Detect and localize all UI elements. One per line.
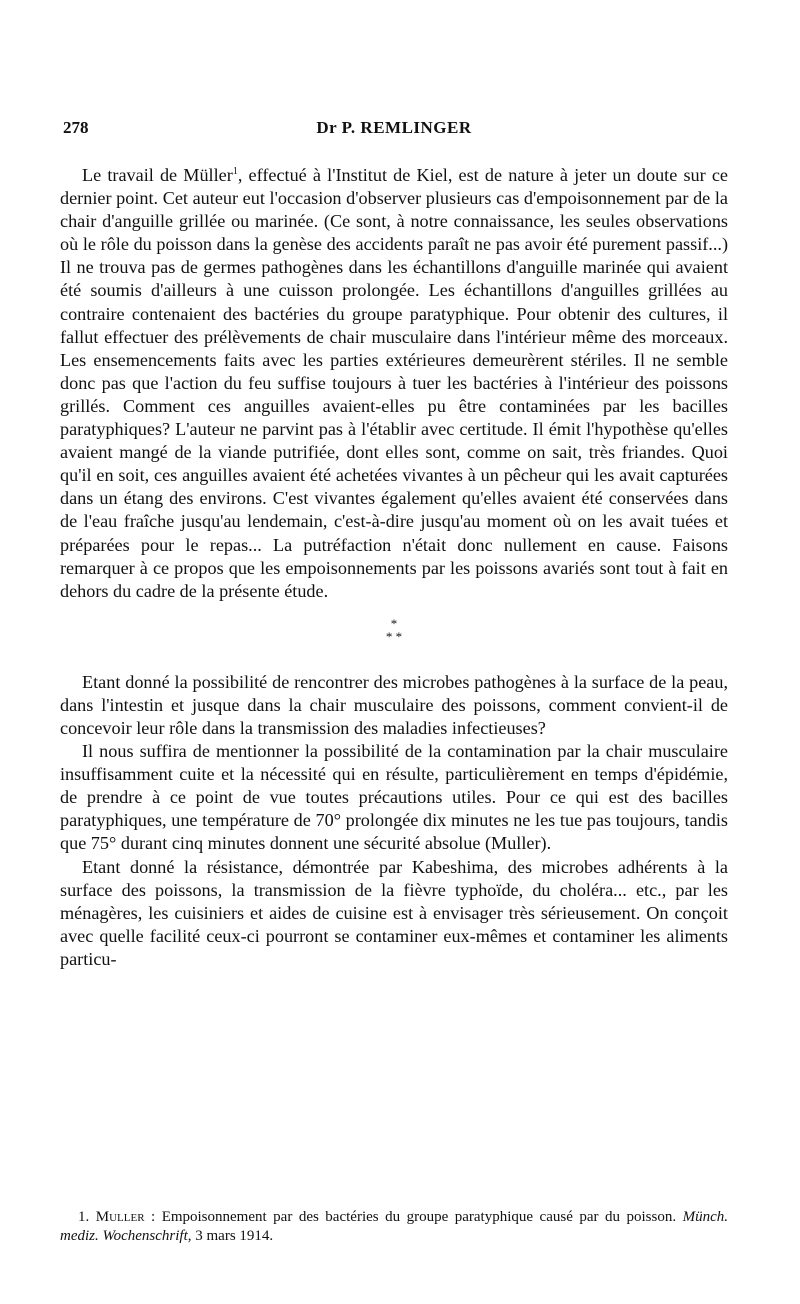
running-head: Dr P. REMLINGER bbox=[316, 118, 472, 137]
footnote-number: 1. bbox=[78, 1209, 90, 1225]
paragraph-1-rest: , effectué à l'Institut de Kiel, est de nature à jeter un doute sur ce dernier point. Cet auteur eut l'occasion d'observer plusieurs cas d'empoisonnement par de la chair d'anguille grillée ou marinée. (Ce sont, à notre connaissance, les seules observations où le rôle du poisson dans la genèse des accidents paraît ne pas avoir été purement passif...) Il ne trouva pas de germes pathogènes dans les échantillons d'anguille marinée qui avaient été soumis d'ailleurs à une cuisson prolongée. Les échantillons d'anguilles grillées au contraire contenaient des bactéries du groupe paratyphique. Pour obtenir des cultures, il fallut effectuer des prélèvements de chair musculaire dans l'intérieur même des morceaux. Les ensemencements faits avec les parties extérieures demeurèrent stériles. Il ne semble donc pas que l'action du feu suffise toujours à tuer les bactéries à l'intérieur des poissons grillés. Comment ces anguilles avaient-elles pu être contaminées par les bacilles paratyphiques? L'auteur ne parvint pas à l'établir avec certitude. Il émit l'hypothèse qu'elles avaient mangé de la viande putrifiée, dont elles sont, comme on sait, très friandes. Quoi qu'il en soit, ces anguilles avaient été achetées vivantes à un pêcheur qui les avait capturées dans un étang des environs. C'est vivantes également qu'elles avaient été conservées dans de l'eau fraîche jusqu'au lendemain, c'est-à-dire jusqu'au moment où on les avait tuées et préparées pour le repas... La putréfaction n'était donc nullement en cause. Faisons remarquer à ce propos que les empoisonnements par les poissons avariés sont tout à fait en dehors du cadre de la présente étude. bbox=[60, 165, 729, 601]
paragraph-1 bbox=[60, 164, 728, 603]
footnote-text bbox=[60, 1208, 728, 1246]
page-header bbox=[60, 118, 728, 142]
asterism-bottom: * * bbox=[385, 628, 403, 644]
footnote bbox=[60, 1208, 728, 1246]
paragraph-3: Il nous suffira de mentionner la possibilité de la contamination par la chair musculaire insuffisamment cuite et la nécessité qui en résulte, particulièrement en temps d'épidémie, de prendre à ce point de vue toutes précautions utiles. Pour ce qui est des bacilles paratyphiques, une température de 70° prolongée dix minutes ne les tue pas toujours, tandis que 75° durant cinq minutes donnent une sécurité absolue (Muller). bbox=[60, 741, 728, 854]
footnote-date: , 3 mars 1914. bbox=[187, 1228, 274, 1244]
footnote-reference: 1 bbox=[232, 165, 238, 177]
section-asterism bbox=[60, 617, 728, 643]
footnote-author: Muller bbox=[95, 1209, 145, 1225]
page-number: 278 bbox=[63, 118, 89, 137]
paragraph-2: Etant donné la possibilité de rencontrer des microbes pathogènes à la surface de la peau, dans l'intestin et jusque dans la chair musculaire des poissons, comment convient-il de concevoir leur rôle dans la transmission des maladies infectieuses? bbox=[60, 671, 728, 738]
paragraph-4: Etant donné la résistance, démontrée par Kabeshima, des microbes adhérents à la surface des poissons, la transmission de la fièvre typhoïde, du choléra... etc., par les ménagères, les cuisiniers et aides de cuisine est à envisager très sérieusement. On conçoit avec quelle facilité ceux-ci pourront se contaminer eux-mêmes et contaminer les aliments particu- bbox=[60, 856, 728, 969]
body-text bbox=[60, 164, 728, 971]
asterism-top: * bbox=[390, 615, 398, 631]
footnote-journal: Münch. mediz. Wochenschrift bbox=[60, 1209, 728, 1244]
paragraph-1-start: Le travail de Müller bbox=[82, 165, 233, 185]
footnote-title: : Empoisonnement par des bactéries du groupe paratyphique causé par du poisson. bbox=[144, 1209, 683, 1225]
